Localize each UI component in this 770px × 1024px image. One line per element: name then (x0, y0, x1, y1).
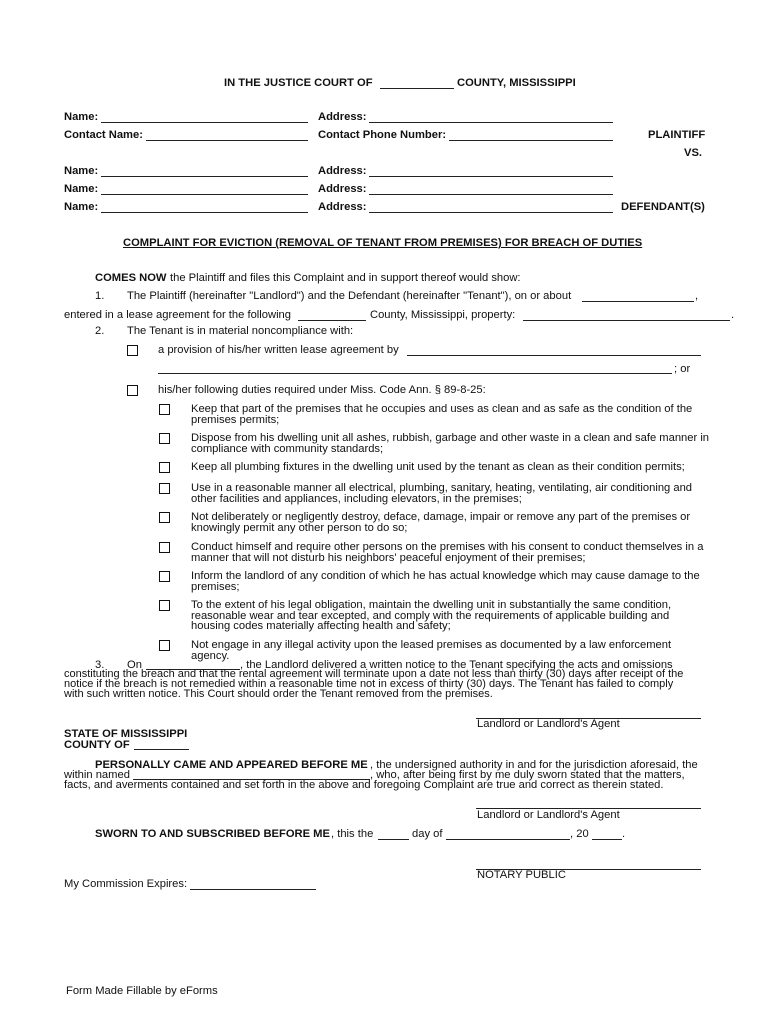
lease-provision-checkbox[interactable] (127, 345, 138, 356)
para1b-county: County, Mississippi, property: (370, 309, 516, 321)
landlord-agent-label-2: Landlord or Landlord's Agent (477, 809, 620, 821)
sworn-day-of: day of (412, 828, 443, 840)
within-named-label: within named (64, 769, 130, 781)
defendant2-name-field[interactable] (101, 194, 308, 195)
para1-text: The Plaintiff (hereinafter "Landlord") and the Defendant (hereinafter "Tenant"), on or about (127, 290, 572, 302)
statutory-duties-text: his/her following duties required under Miss. Code Ann. § 89-8-25: (158, 384, 486, 396)
duty-6-checkbox[interactable] (159, 542, 170, 553)
plaintiff-address-field[interactable] (369, 122, 613, 123)
personally-appeared-text: , the undersigned authority in and for the jurisdiction aforesaid, the (370, 759, 698, 771)
sworn-period: . (622, 828, 626, 840)
defendant1-name-label: Name: (64, 165, 99, 177)
versus-label: VS. (684, 147, 703, 159)
lease-provision-or: ; or (674, 363, 691, 375)
duty-3-text: Keep all plumbing fixtures in the dwelling unit used by the tenant as clean as their condition permits; (191, 461, 685, 473)
court-county-field[interactable] (380, 88, 454, 89)
defendant2-address-label: Address: (318, 183, 367, 195)
sworn-this: , this the (331, 828, 374, 840)
court-title-suffix: COUNTY, MISSISSIPPI (457, 77, 576, 89)
duty-1-checkbox[interactable] (159, 404, 170, 415)
duty-7-text: Inform the landlord of any condition of which he has actual knowledge which may cause damage to the premises; (191, 570, 700, 593)
duty-5-text: Not deliberately or negligently destroy, deface, damage, impair or remove any part of the premises or knowingly permit any other person to do so; (191, 511, 691, 534)
contact-name-field[interactable] (146, 140, 308, 141)
facts-line: facts, and averments contained and set forth in the above and foregoing Complaint are true and correct as therein stated. (64, 779, 664, 791)
defendant1-name-field[interactable] (101, 176, 308, 177)
plaintiff-label: PLAINTIFF (648, 129, 706, 141)
affidavit-county-field[interactable] (134, 749, 189, 750)
para3-line2: constituting the breach and that the rental agreement will terminate upon a date not less than thirty (30) days after receipt of the (64, 668, 684, 680)
lease-date-field[interactable] (582, 301, 694, 302)
duty-7-checkbox[interactable] (159, 571, 170, 582)
within-named-text: , who, after being first by me duly sworn stated that the matters, (370, 769, 685, 781)
defendant3-address-field[interactable] (369, 212, 613, 213)
contact-name-label: Contact Name: (64, 129, 143, 141)
para3-line4: with such written notice. This Court should order the Tenant removed from the premises. (64, 688, 493, 700)
state-heading: STATE OF MISSISSIPPI (64, 728, 188, 740)
para2-number: 2. (95, 325, 105, 337)
para1-number: 1. (95, 290, 105, 302)
defendant2-name-label: Name: (64, 183, 99, 195)
contact-phone-field[interactable] (449, 140, 613, 141)
county-heading: COUNTY OF (64, 739, 130, 751)
para3-line3: notice if the breach is not remedied within a reasonable time not in excess of thirty (30) days. The Tenant has failed to comply (64, 678, 674, 690)
para1b-text: entered in a lease agreement for the following (64, 309, 292, 321)
duty-8-checkbox[interactable] (159, 600, 170, 611)
duty-4-text: Use in a reasonable manner all electrical, plumbing, sanitary, heating, ventilating, air conditioning and other facilities and appliances, including elevators, in the premises; (191, 482, 693, 505)
sworn-year-prefix: , 20 (570, 828, 589, 840)
personally-appeared-bold: PERSONALLY CAME AND APPEARED BEFORE ME (95, 759, 368, 771)
commission-date-field[interactable] (190, 889, 316, 890)
duty-3-checkbox[interactable] (159, 462, 170, 473)
duty-9-text: Not engage in any illegal activity upon the leased premises as documented by a law enforcement agency. (191, 639, 672, 662)
defendant2-address-field[interactable] (369, 194, 613, 195)
defendant3-name-field[interactable] (101, 212, 308, 213)
property-county-field[interactable] (298, 320, 366, 321)
para1-comma: , (695, 290, 699, 302)
sworn-year-field[interactable] (592, 839, 622, 840)
defendant1-address-field[interactable] (369, 176, 613, 177)
defendant3-address-label: Address: (318, 201, 367, 213)
contact-phone-label: Contact Phone Number: (318, 129, 447, 141)
duty-1-text: Keep that part of the premises that he occupies and uses as clean and as safe as the condition of the premises permits; (191, 403, 693, 426)
para2-text: The Tenant is in material noncompliance with: (127, 325, 354, 337)
defendant-label: DEFENDANT(S) (621, 201, 705, 213)
para3-line1: , the Landlord delivered a written notice to the Tenant specifying the acts and omissions (240, 659, 673, 671)
comes-now-bold: COMES NOW (95, 272, 167, 284)
sworn-bold: SWORN TO AND SUBSCRIBED BEFORE ME (95, 828, 330, 840)
lease-provision-field-2[interactable] (158, 373, 672, 374)
duty-9-checkbox[interactable] (159, 640, 170, 651)
sworn-month-field[interactable] (446, 839, 570, 840)
plaintiff-name-label: Name: (64, 111, 99, 123)
plaintiff-address-label: Address: (318, 111, 367, 123)
para3-number: 3. (95, 659, 105, 671)
duty-4-checkbox[interactable] (159, 483, 170, 494)
commission-label: My Commission Expires: (64, 878, 188, 890)
lease-provision-text: a provision of his/her written lease agreement by (158, 344, 399, 356)
sworn-day-field[interactable] (378, 839, 409, 840)
plaintiff-name-field[interactable] (101, 122, 308, 123)
court-title-prefix: IN THE JUSTICE COURT OF (224, 77, 373, 89)
complaint-title: COMPLAINT FOR EVICTION (REMOVAL OF TENANT FROM PREMISES) FOR BREACH OF DUTIES (123, 237, 643, 249)
duty-2-text: Dispose from his dwelling unit all ashes, rubbish, garbage and other waste in a clean and safe manner in compliance with community standards; (191, 432, 710, 455)
defendant1-address-label: Address: (318, 165, 367, 177)
footer-credit: Form Made Fillable by eForms (66, 985, 218, 997)
duty-2-checkbox[interactable] (159, 433, 170, 444)
para1b-period: . (731, 309, 735, 321)
comes-now-text: the Plaintiff and files this Complaint and in support thereof would show: (170, 272, 521, 284)
defendant3-name-label: Name: (64, 201, 99, 213)
duty-8-text: To the extent of his legal obligation, maintain the dwelling unit in substantially the same condition, reasonable wear and tear excepted, and comply with the requirements of applicable building and housing codes materially affecting health and safety; (191, 599, 672, 632)
notary-label: NOTARY PUBLIC (477, 869, 566, 881)
property-address-field[interactable] (523, 320, 730, 321)
statutory-duties-checkbox[interactable] (127, 385, 138, 396)
lease-provision-field[interactable] (407, 355, 701, 356)
landlord-agent-label-1: Landlord or Landlord's Agent (477, 718, 620, 730)
duty-5-checkbox[interactable] (159, 512, 170, 523)
para3-on: On (127, 659, 142, 671)
duty-6-text: Conduct himself and require other persons on the premises with his consent to conduct themselves in a manner that will not disturb his neighbors' peaceful enjoyment of their premises; (191, 541, 704, 564)
